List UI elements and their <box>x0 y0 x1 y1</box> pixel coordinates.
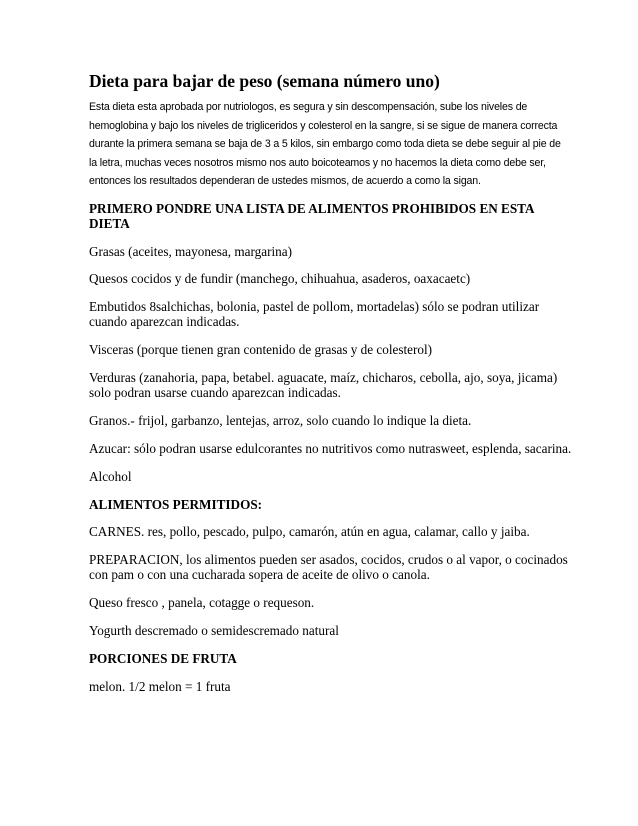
allowed-item-cheese: Queso fresco , panela, cotagge o requeson. <box>89 595 315 611</box>
prohibited-item-grains: Granos.- frijol, garbanzo, lentejas, arroz, solo cuando lo indique la dieta. <box>89 413 472 429</box>
prohibited-item-viscera: Visceras (porque tienen gran contenido de grasas y de colesterol) <box>89 342 433 358</box>
prohibited-item-alcohol: Alcohol <box>89 468 132 484</box>
document-title: Dieta para bajar de peso (semana número uno) <box>89 71 440 91</box>
prohibited-item-sugar: Azucar: sólo podran usarse edulcorantes no nutritivos como nutrasweet, esplenda, sacarina. <box>89 440 572 456</box>
allowed-heading: ALIMENTOS PERMITIDOS: <box>89 496 263 512</box>
prohibited-item-sausages: Embutidos 8salchichas, bolonia, pastel de pollom, mortadelas) sólo se podran utilizar cuando aparezcan indicadas. <box>89 299 540 330</box>
prohibited-heading: PRIMERO PONDRE UNA LISTA DE ALIMENTOS PROHIBIDOS EN ESTA DIETA <box>89 200 534 231</box>
fruit-heading: PORCIONES DE FRUTA <box>89 650 237 666</box>
intro-paragraph: Esta dieta esta aprobada por nutriologos, es segura y sin descompensación, sube los niveles de hemoglobina y bajo los niveles de trigliceridos y colesterol en la sangre, si se sigue de manera correcta durante la primera semana se baja de 3 a 5 kilos, sin embargo como toda dieta se debe seguir al pie de la letra, muchas veces nosotros mismo nos auto boicoteamos y no hacemos la dieta como debe ser, entonces los resultados dependeran de ustedes mismos, de acuerdo a como la sigan. <box>89 101 561 187</box>
document-page <box>89 70 572 706</box>
allowed-item-preparation: PREPARACION, los alimentos pueden ser asados, cocidos, crudos o al vapor, o cocinados con pam o con una cucharada sopera de aceite de olivo o canola. <box>89 552 568 583</box>
prohibited-item-fats: Grasas (aceites, mayonesa, margarina) <box>89 243 292 259</box>
fruit-item-melon: melon. 1/2 melon = 1 fruta <box>89 678 231 694</box>
prohibited-item-vegetables: Verduras (zanahoria, papa, betabel. aguacate, maíz, chicharos, cebolla, ajo, soya, jicama) solo podran usarse cuando aparezcan indicadas. <box>89 370 558 401</box>
allowed-item-yogurt: Yogurth descremado o semidescremado natural <box>89 623 339 639</box>
allowed-item-meats: CARNES. res, pollo, pescado, pulpo, camarón, atún en agua, calamar, callo y jaiba. <box>89 524 530 540</box>
prohibited-item-cheeses: Quesos cocidos y de fundir (manchego, chihuahua, asaderos, oaxacaetc) <box>89 271 471 287</box>
